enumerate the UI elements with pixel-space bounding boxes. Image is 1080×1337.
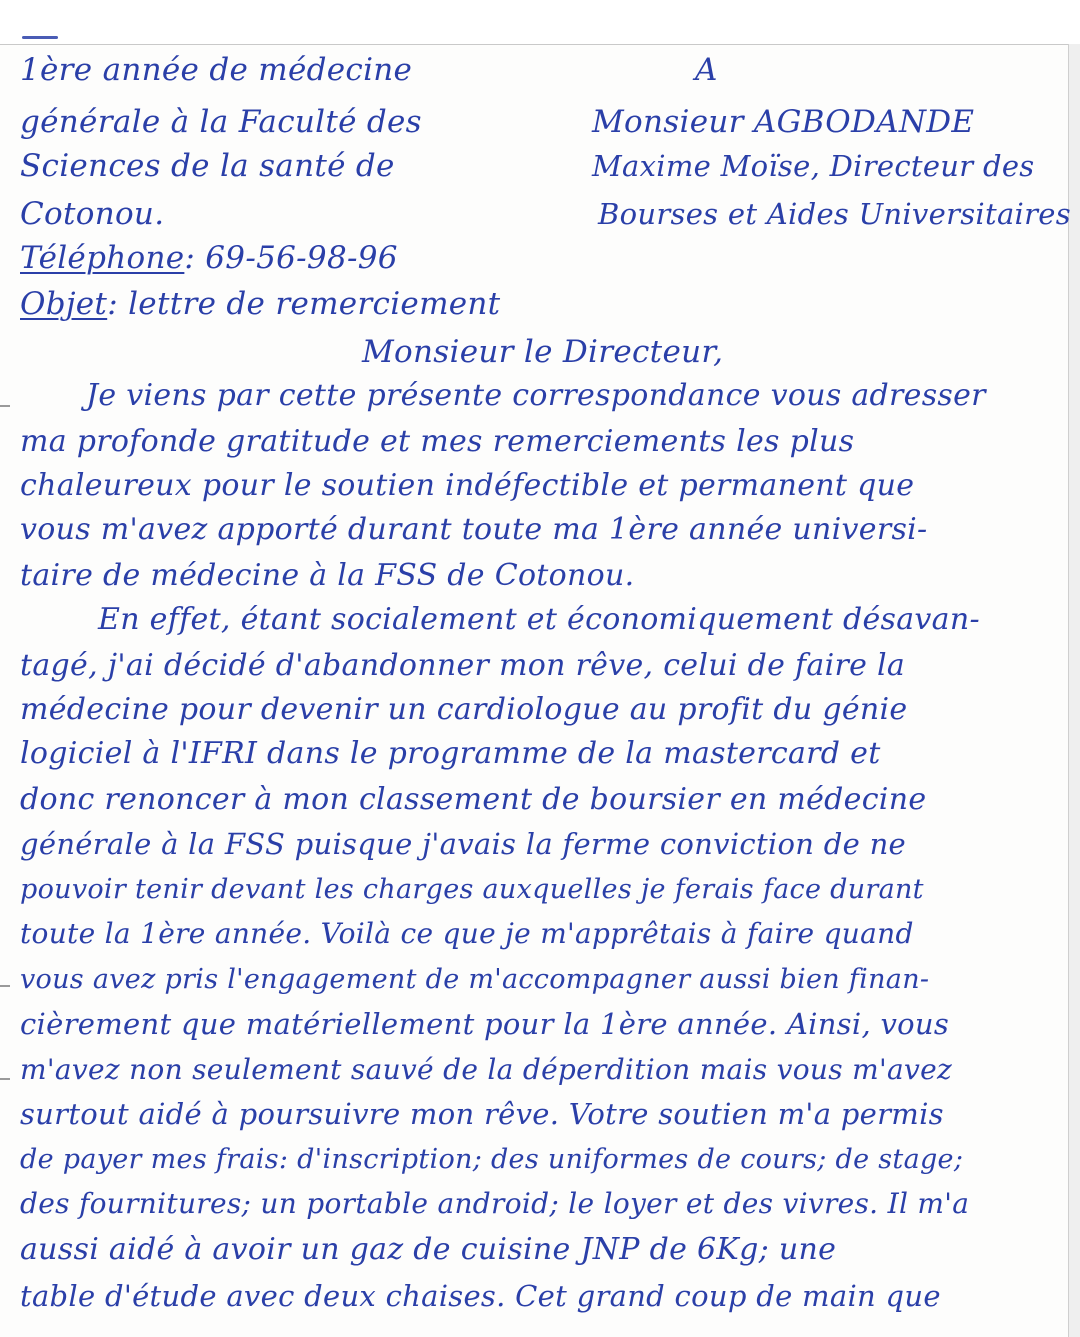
sender-line-4: Cotonou. [20,196,165,232]
subject-value: : lettre de remerciement [107,286,501,322]
body-line: générale à la FSS puisque j'avais la ferme conviction de ne [20,827,907,861]
sender-line-2: générale à la Faculté des [20,104,422,140]
body-line: ma profonde gratitude et mes remerciements les plus [20,424,855,459]
body-line: m'avez non seulement sauvé de la déperdition mais vous m'avez [20,1053,953,1086]
recipient-line-2: Maxime Moïse, Directeur des [592,149,1035,183]
top-left-pen-mark [22,36,58,39]
body-line: Je viens par cette présente correspondance vous adresser [86,378,986,413]
body-line: des fournitures; un portable android; le loyer et des vivres. Il m'a [20,1187,970,1220]
body-line: taire de médecine à la FSS de Cotonou. [20,558,635,593]
scan-right-edge [1068,44,1080,1337]
body-line: donc renoncer à mon classement de boursier en médecine [20,782,927,817]
recipient-line-1: Monsieur AGBODANDE [592,104,975,140]
phone-line [20,240,398,276]
recipient-to: A [695,52,718,88]
phone-label: Téléphone [20,240,185,276]
subject-label: Objet [20,286,108,322]
body-line: vous avez pris l'engagement de m'accompagner aussi bien finan- [20,964,930,995]
body-line: médecine pour devenir un cardiologue au profit du génie [20,692,908,727]
recipient-line-3: Bourses et Aides Universitaires [598,197,1071,231]
body-line: aussi aidé à avoir un gaz de cuisine JNP de 6Kg; une [20,1232,837,1267]
phone-value: : 69-56-98-96 [184,240,398,276]
sender-line-3: Sciences de la santé de [20,148,395,184]
margin-tick [0,985,10,987]
subject-line [20,286,500,322]
body-line: de payer mes frais: d'inscription; des uniformes de cours; de stage; [20,1144,964,1175]
body-line: table d'étude avec deux chaises. Cet grand coup de main que [20,1279,941,1313]
body-line: surtout aidé à poursuivre mon rêve. Votre soutien m'a permis [20,1097,944,1131]
sender-line-1: 1ère année de médecine [20,52,413,88]
body-line: tagé, j'ai décidé d'abandonner mon rêve, celui de faire la [20,648,906,683]
margin-tick [0,1078,10,1080]
margin-tick [0,405,10,407]
body-line: En effet, étant socialement et économiquement désavan- [98,602,980,637]
body-line: chaleureux pour le soutien indéfectible et permanent que [20,468,915,503]
body-line: cièrement que matériellement pour la 1ère année. Ainsi, vous [20,1007,950,1041]
salutation: Monsieur le Directeur, [362,334,724,370]
body-line: logiciel à l'IFRI dans le programme de la mastercard et [20,736,881,771]
body-line: toute la 1ère année. Voilà ce que je m'apprêtais à faire quand [20,917,914,950]
body-line: pouvoir tenir devant les charges auxquelles je ferais face durant [20,874,924,905]
body-line: vous m'avez apporté durant toute ma 1ère année universi- [20,512,928,547]
scan-top-margin [0,0,1080,44]
